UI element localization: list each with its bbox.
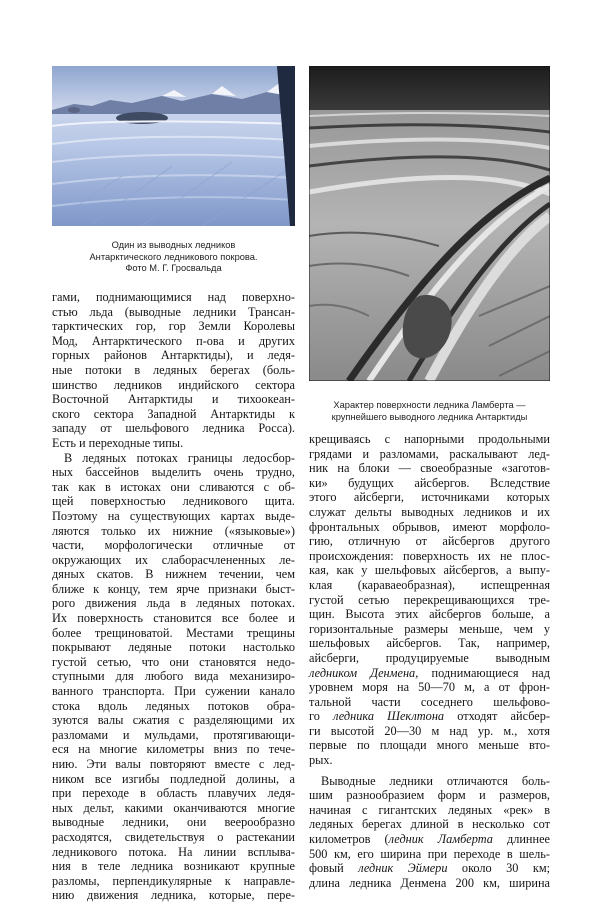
left-photo-caption	[52, 240, 295, 275]
text-line	[309, 832, 550, 847]
text-line: горизонтальные размеры меньше, чем у	[309, 621, 550, 636]
lambert-glacier-photo	[309, 66, 550, 381]
text-line: В ледяных потоках границы ледосбор-	[64, 450, 295, 465]
text-fragment: около 30 км;	[461, 861, 551, 876]
text-line: ского сектора Западной Антарктиды к	[52, 406, 295, 421]
text-fragment: поднимающиеся над	[431, 665, 551, 680]
text-line: первые по площади много меньше вто-	[309, 738, 550, 753]
right-photo-caption	[309, 400, 550, 423]
text-line: разломами и мульдами, протягивающи-	[52, 727, 295, 742]
text-line: Восточной Антарктиды и тихоокеан-	[52, 392, 295, 407]
text-line: ные потоки в ледяных берегах (боль-	[52, 362, 295, 377]
text-line: шим разнообразием форм и размеров,	[309, 788, 550, 803]
text-line: ступными для любого вида механизиро-	[52, 669, 295, 684]
text-line: густой сетью перекрещивающихся тре-	[309, 592, 550, 607]
text-line: шельфовых айсбергов. Так, например,	[309, 636, 550, 651]
text-line: ных бассейнов выделить очень трудно,	[52, 465, 295, 480]
text-line: щей поверхностью ледникового щита.	[52, 494, 295, 509]
text-line: ником все изгибы подледной долины, а	[52, 771, 295, 786]
caption-line: Антарктического ледникового покрова.	[89, 251, 258, 262]
left-text-column	[52, 290, 295, 903]
text-line: рых.	[309, 753, 333, 768]
text-line: зуются валы сжатия с разделяющими их	[52, 713, 295, 728]
text-line: густой сетью, что они становятся недо-	[52, 654, 295, 669]
text-fragment: го	[309, 709, 320, 724]
text-line: фронтальных обрывов, имеют морфоло-	[309, 519, 550, 534]
text-line: грядами и разломами, раскалывают лед-	[309, 446, 550, 461]
text-line: гию, отличную от айсбергов другого	[309, 534, 550, 549]
text-line: кая, как у шельфовых айсбергов, а выпу-	[309, 563, 550, 578]
text-line: айсберги, продуцируемые выводным	[309, 650, 550, 665]
glacier-name-italic: ледника Шеклтона	[333, 709, 445, 724]
text-line: крещиваясь с напорными продольными	[309, 432, 550, 446]
text-line: щин. Высота этих айсбергов больше, а	[309, 607, 550, 622]
text-line: части, морфологически отличные от	[52, 538, 295, 553]
text-line: начиная с гигантских ледяных «рек» в	[309, 802, 550, 817]
text-line: дяных скатов. В нижнем течении, чем	[52, 567, 295, 582]
text-fragment: длиннее	[506, 832, 550, 847]
text-line: Есть и переходные типы.	[52, 435, 184, 450]
text-line	[309, 709, 550, 724]
text-line: 500 км, его ширина при переходе в шель-	[309, 846, 550, 861]
text-line: клая (караваеобразная), испещренная	[309, 577, 550, 592]
text-line: служат дельты выводных ледников и их	[309, 504, 550, 519]
text-line: стока вдоль ледяных потоков обра-	[52, 698, 295, 713]
text-line: уровнем моря на 50—70 м, а от фрон-	[309, 680, 550, 695]
text-fragment: фовый	[309, 861, 344, 876]
text-line: ледникового потока. На линии всплыва-	[52, 844, 295, 859]
text-line: Поэтому на существующих картах выде-	[52, 508, 295, 523]
text-line	[309, 861, 550, 876]
lambert-bw-image	[309, 66, 550, 381]
text-line: ледяных берегах длиной в несколько сот	[309, 817, 550, 832]
text-line: стью льда (выводные ледники Трансан-	[52, 304, 295, 319]
glacier-color-image	[52, 66, 295, 226]
text-line: разломы, перпендикулярные к направле-	[52, 873, 295, 888]
text-line: Их поверхность становится все более и	[52, 611, 295, 626]
text-line: этого айсберги, источниками которых	[309, 490, 550, 505]
text-line: ки» будущих айсбергов. Вследствие	[309, 475, 550, 490]
text-line: расходятся, свидетельствуя о растекании	[52, 829, 295, 844]
glacier-name-italic: ледник Ламберта	[388, 832, 493, 847]
text-line: еся на многие километры вниз по тече-	[52, 742, 295, 757]
text-line: ближе к концу, тем ярче признаки быст-	[52, 581, 295, 596]
text-line: Мод, Антарктического п-ова и других	[52, 333, 295, 348]
text-line: рого движения льда в ледяных потоках.	[52, 596, 295, 611]
text-line: шинство ледников индийского сектора	[52, 377, 295, 392]
text-line: ляются только их нижние («языковые»)	[52, 523, 295, 538]
caption-line: Фото М. Г. Гросвальда	[125, 263, 222, 273]
text-line: нию. Эти валы повторяют вместе с лед-	[52, 757, 295, 771]
outlet-glacier-photo	[52, 66, 295, 226]
text-line: западу от шельфового ледника Росса).	[52, 421, 295, 436]
text-line: окружающих их слаборасчлененных ле-	[52, 552, 295, 567]
text-line: тальной части соседнего шельфово-	[309, 694, 550, 709]
text-line: ник на блоки — своеобразные «заготов-	[309, 461, 550, 476]
text-line: так как в истоках они сливаются с об-	[52, 479, 295, 494]
text-fragment: километров (	[309, 832, 389, 847]
text-line: горных районов Антарктиды), и ледя-	[52, 348, 295, 363]
text-line	[309, 666, 550, 681]
text-line: длина ледника Денмена 200 км, ширина	[309, 875, 550, 890]
text-line: ванного транспорта. При сужении канало	[52, 684, 295, 699]
text-line: тарктических гор, гор Земли Королевы	[52, 319, 295, 334]
text-line: более трещиноватой. Местами трещины	[52, 625, 295, 640]
text-fragment: отходят айсбер-	[457, 709, 550, 724]
text-line: ния в теле ледника возникают крупные	[52, 859, 295, 874]
text-line: гами, поднимающимися над поверхно-	[52, 290, 295, 304]
text-line: при переходе в область плавучих ледя-	[52, 786, 295, 801]
text-line: нию движения ледника, которые, пере-	[52, 888, 295, 903]
text-line: покрывают ледяные потоки настолько	[52, 640, 295, 655]
text-line: выводные ледники, они веерообразно	[52, 815, 295, 830]
caption-line: Один из выводных ледников	[111, 240, 236, 250]
text-line: происхождения: поверхность их не плос-	[309, 548, 550, 563]
caption-line: крупнейшего выводного ледника Антарктиды	[331, 411, 528, 422]
text-line: ных дельт, какими оканчиваются многие	[52, 800, 295, 815]
glacier-name-italic: ледник Эймери	[358, 861, 448, 876]
right-text-column	[309, 432, 550, 890]
text-line: Выводные ледники отличаются боль-	[321, 773, 550, 788]
glacier-name-italic: ледником Денмена,	[309, 665, 419, 680]
caption-line: Характер поверхности ледника Ламберта —	[333, 400, 526, 410]
text-line: ги высотой 20—30 м над ур. м., хотя	[309, 723, 550, 738]
